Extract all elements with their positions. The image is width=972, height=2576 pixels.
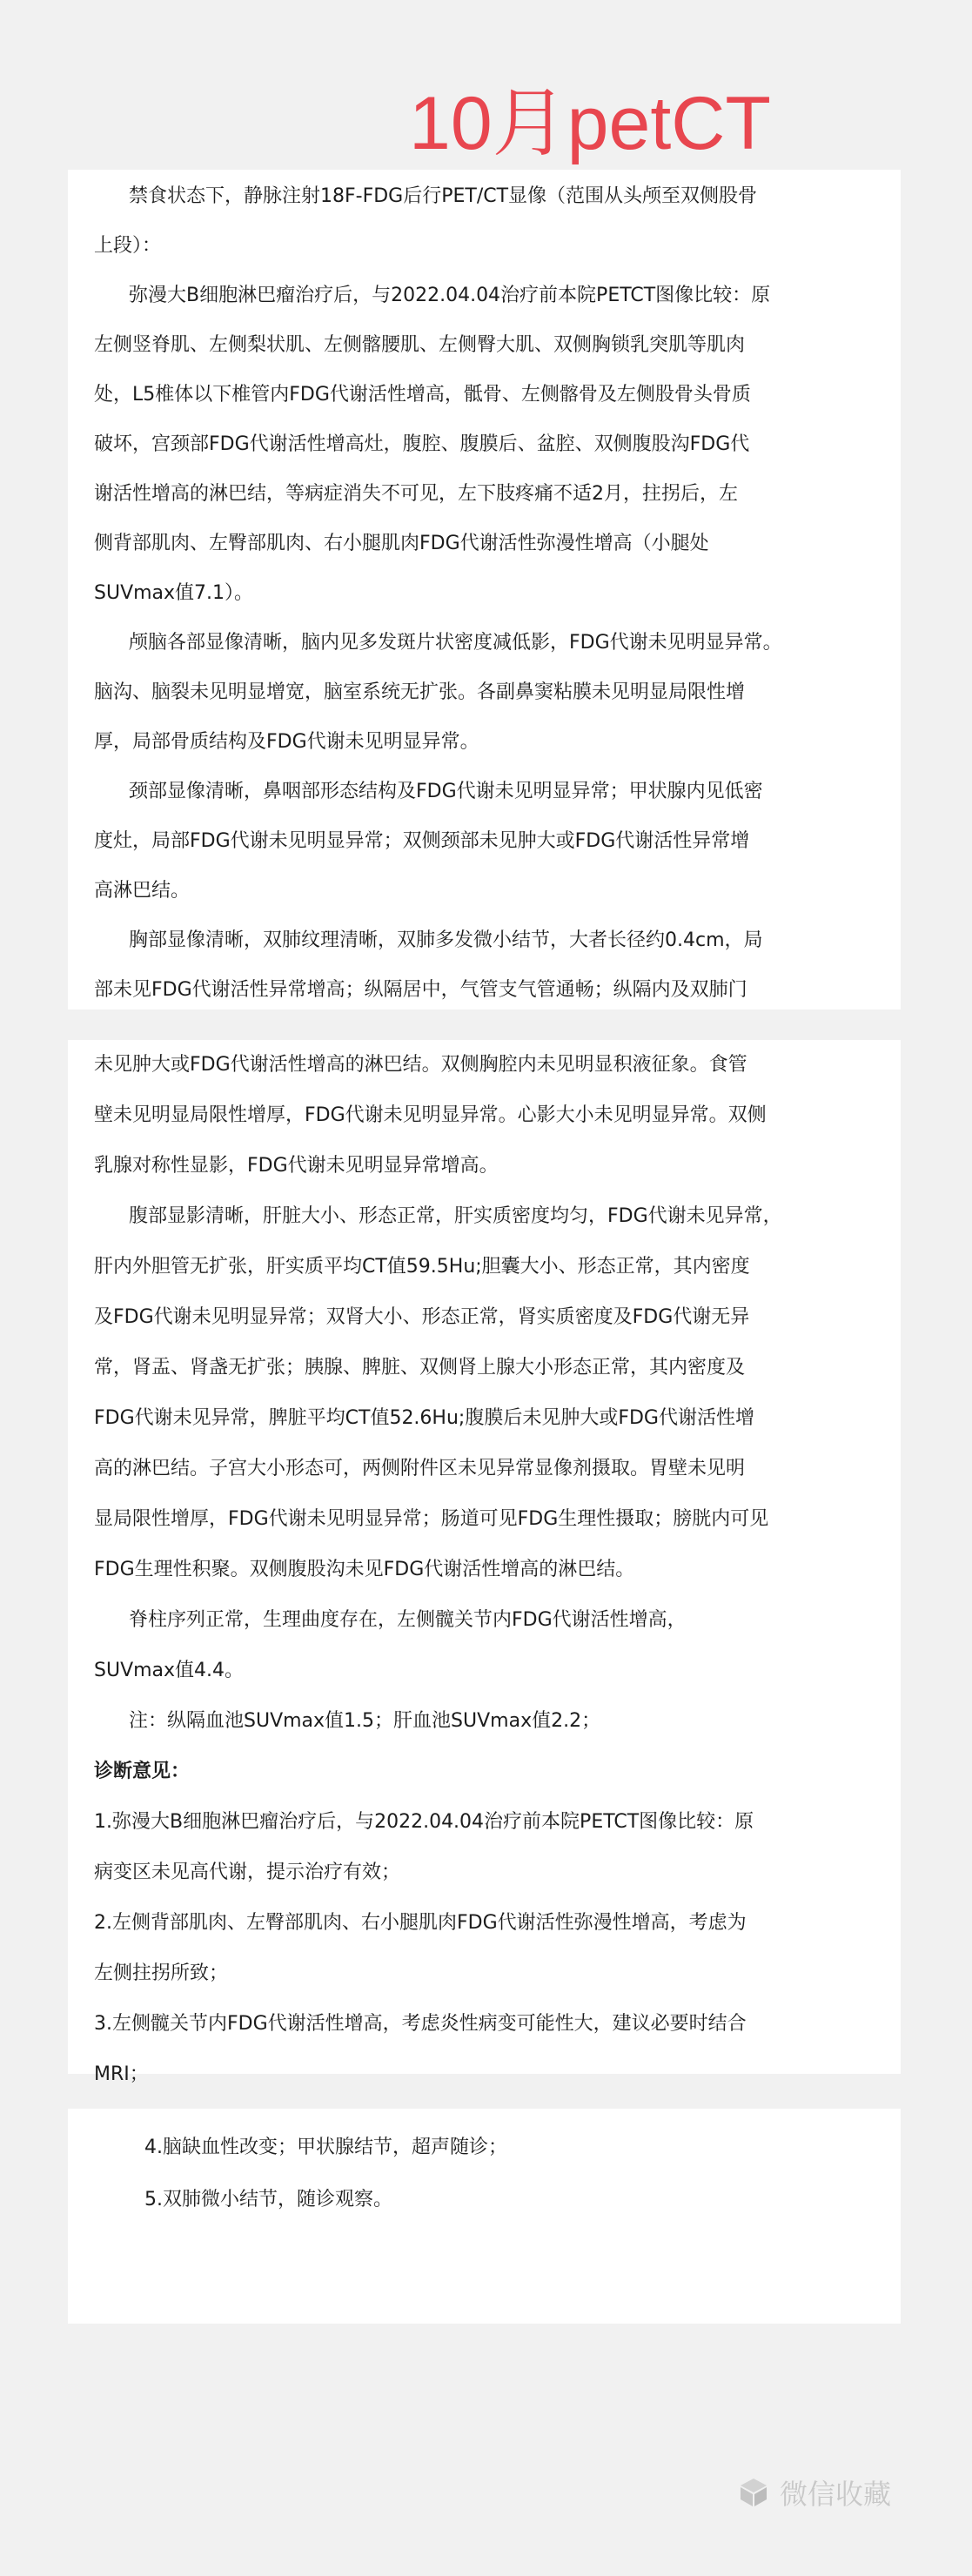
report-sheet-1 — [68, 170, 901, 1010]
report-line: 3.左侧髋关节内FDG代谢活性增高，考虑炎性病变可能性大，建议必要时结合 — [94, 2013, 747, 2035]
report-line: 上段）： — [94, 235, 162, 257]
report-line: 破坏，宫颈部FDG代谢活性增高灶，腹腔、腹膜后、盆腔、双侧腹股沟FDG代 — [94, 433, 750, 455]
watermark-text: 微信收藏 — [780, 2478, 892, 2511]
report-line: 左侧竖脊肌、左侧梨状肌、左侧髂腰肌、左侧臀大肌、双侧胸锁乳突肌等肌肉 — [94, 334, 746, 356]
report-line: 显局限性增厚，FDG代谢未见明显异常；肠道可见FDG生理性摄取；膀胱内可见 — [94, 1508, 769, 1530]
report-line: 1.弥漫大B细胞淋巴瘤治疗后，与2022.04.04治疗前本院PETCT图像比较：原 — [94, 1811, 754, 1833]
report-line: 弥漫大B细胞淋巴瘤治疗后，与2022.04.04治疗前本院PETCT图像比较：原 — [129, 285, 771, 306]
report-line: SUVmax值7.1）。 — [94, 582, 254, 604]
report-line: 腹部显影清晰，肝脏大小、形态正常，肝实质密度均匀，FDG代谢未见异常， — [129, 1205, 782, 1227]
diagnosis-heading: 诊断意见： — [94, 1761, 191, 1782]
report-line: 高淋巴结。 — [94, 880, 191, 902]
report-line: 高的淋巴结。子宫大小形态可，两侧附件区未见异常显像剂摄取。胃壁未见明 — [94, 1458, 746, 1479]
report-line: 肝内外胆管无扩张，肝实质平均CT值59.5Hu;胆囊大小、形态正常，其内密度 — [94, 1256, 750, 1278]
report-line: 常，肾盂、肾盏无扩张；胰腺、脾脏、双侧肾上腺大小形态正常，其内密度及 — [94, 1357, 746, 1379]
report-line: 未见肿大或FDG代谢活性增高的淋巴结。双侧胸腔内未见明显积液征象。食管 — [94, 1054, 747, 1076]
report-line: 注：纵隔血池SUVmax值1.5；肝血池SUVmax值2.2； — [129, 1710, 601, 1732]
report-sheet-2 — [68, 1040, 901, 2085]
report-text-part2 — [94, 1040, 879, 2100]
report-line: MRI； — [94, 2063, 149, 2085]
report-line: 度灶，局部FDG代谢未见明显异常；双侧颈部未见肿大或FDG代谢活性异常增 — [94, 830, 750, 852]
report-line: 处，L5椎体以下椎管内FDG代谢活性增高，骶骨、左侧髂骨及左侧股骨头骨质 — [94, 384, 751, 406]
report-line: 2.左侧背部肌肉、左臀部肌肉、右小腿肌肉FDG代谢活性弥漫性增高，考虑为 — [94, 1912, 747, 1934]
report-line: 左侧拄拐所致； — [94, 1962, 229, 1984]
report-line: 4.脑缺血性改变；甲状腺结节，超声随诊； — [144, 2137, 507, 2158]
report-text-part3 — [94, 2122, 879, 2226]
page-title: 10月petCT — [409, 82, 771, 165]
report-line: 脑沟、脑裂未见明显增宽，脑室系统无扩张。各副鼻窦粘膜未见明显局限性增 — [94, 681, 746, 703]
report-text-part1 — [94, 171, 879, 1015]
report-line: 厚，局部骨质结构及FDG代谢未见明显异常。 — [94, 731, 479, 753]
report-line: SUVmax值4.4。 — [94, 1660, 245, 1681]
report-line: 病变区未见高代谢，提示治疗有效； — [94, 1862, 401, 1883]
report-line: 胸部显像清晰，双肺纹理清晰，双肺多发微小结节，大者长径约0.4cm，局 — [129, 929, 763, 951]
report-line: 谢活性增高的淋巴结，等病症消失不可见，左下肢疼痛不适2月，拄拐后，左 — [94, 483, 738, 505]
report-line: 乳腺对称性显影，FDG代谢未见明显异常增高。 — [94, 1155, 499, 1177]
wechat-favorites-watermark — [738, 2472, 891, 2512]
report-line: FDG生理性积聚。双侧腹股沟未见FDG代谢活性增高的淋巴结。 — [94, 1559, 635, 1580]
report-line: 颈部显像清晰，鼻咽部形态结构及FDG代谢未见明显异常；甲状腺内见低密 — [129, 781, 763, 802]
report-sheet-3 — [68, 2109, 901, 2324]
report-line: 部未见FDG代谢活性异常增高；纵隔居中，气管支气管通畅；纵隔内及双肺门 — [94, 979, 747, 1001]
report-line: 壁未见明显局限性增厚，FDG代谢未见明显异常。心影大小未见明显异常。双侧 — [94, 1104, 767, 1126]
cube-icon — [738, 2477, 769, 2508]
report-line: FDG代谢未见异常，脾脏平均CT值52.6Hu;腹膜后未见肿大或FDG代谢活性增 — [94, 1407, 754, 1429]
report-line: 脊柱序列正常，生理曲度存在，左侧髋关节内FDG代谢活性增高， — [129, 1609, 687, 1631]
report-line: 颅脑各部显像清晰，脑内见多发斑片状密度减低影，FDG代谢未见明显异常。 — [129, 632, 782, 654]
report-line: 5.双肺微小结节，随诊观察。 — [144, 2189, 392, 2210]
report-line: 及FDG代谢未见明显异常；双肾大小、形态正常，肾实质密度及FDG代谢无异 — [94, 1306, 750, 1328]
report-line: 侧背部肌肉、左臀部肌肉、右小腿肌肉FDG代谢活性弥漫性增高（小腿处 — [94, 533, 709, 554]
report-line: 禁食状态下，静脉注射18F-FDG后行PET/CT显像（范围从头颅至双侧股骨 — [129, 185, 758, 207]
